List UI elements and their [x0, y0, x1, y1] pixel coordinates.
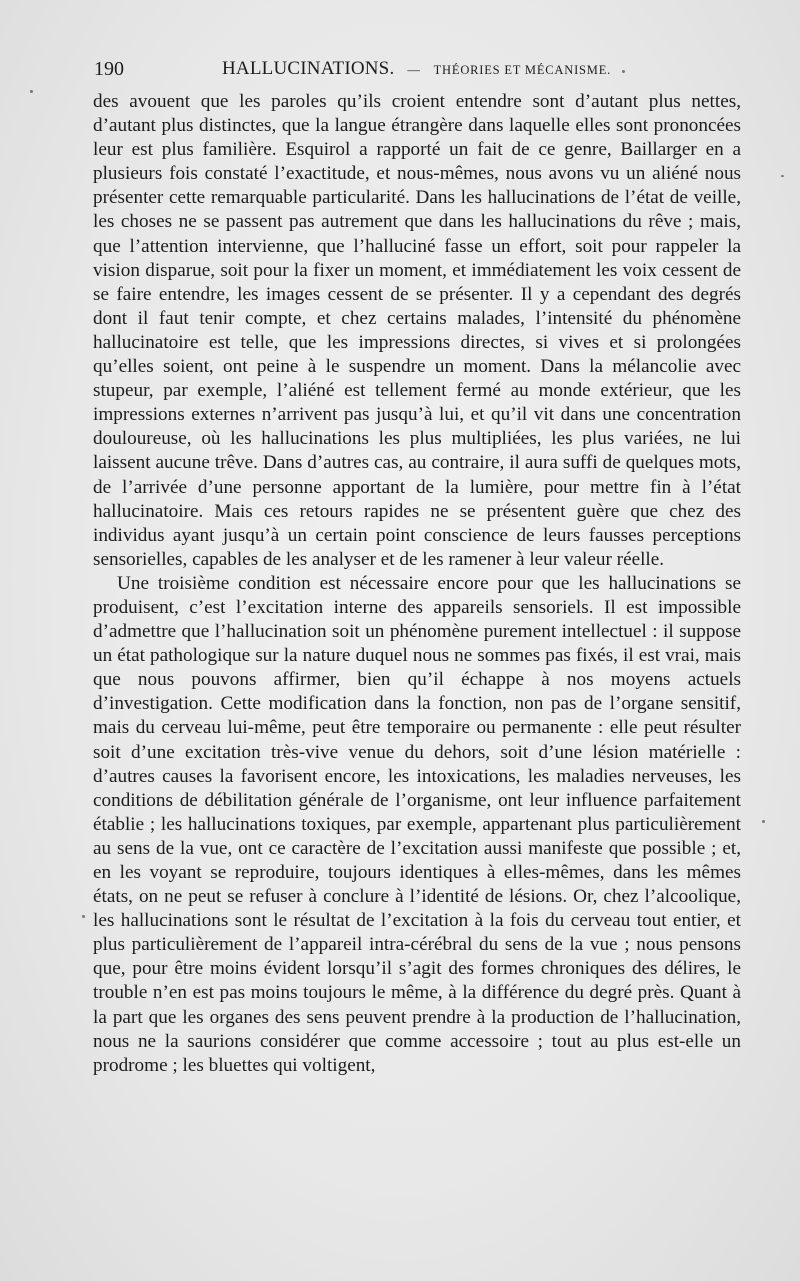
page-number: 190 — [94, 58, 124, 80]
body-text — [93, 90, 741, 1078]
title-separator: — — [407, 63, 421, 77]
scan-speck — [781, 175, 784, 177]
scan-speck — [622, 70, 625, 73]
scan-speck — [82, 915, 85, 918]
section-title: THÉORIES ET MÉCANISME. — [433, 63, 612, 77]
scan-speck — [762, 820, 765, 823]
running-header — [94, 56, 744, 82]
scan-speck — [30, 90, 33, 93]
running-title — [222, 56, 611, 83]
paragraph: des avouent que les paroles qu’ils croient entendre sont d’autant plus nettes, d’autant plus distinctes, que la langue étrangère dans laquelle elles sont prononcées leur est plus familière. Esquirol a rapporté un fait de ce genre, Baillarger en a plusieurs fois constaté l’exactitude, et nous-mêmes, nous avons vu un aliéné nous présenter cette remarquable particularité. Dans les hallucinations de l’état de veille, les choses ne se passent pas autrement que dans les hallucinations du rêve ; mais, que l’attention intervienne, que l’halluciné fasse un effort, soit pour rappeler la vision disparue, soit pour la fixer un moment, et immédiatement les voix cessent de se faire entendre, les images cessent de se présenter. Il y a cependant des degrés dont il faut tenir compte, et chez certains malades, l’intensité du phénomène hallucinatoire est telle, que les impressions directes, si vives et si prolongées qu’elles soient, ont peine à le suspendre un moment. Dans la mélancolie avec stupeur, par exemple, l’aliéné est tellement fermé au monde extérieur, que les impressions externes n’arrivent pas jusqu’à lui, et qu’il vit dans une concentration douloureuse, où les hallucinations les plus multipliées, les plus variées, ne lui laissent aucune trêve. Dans d’autres cas, au contraire, il aura suffi de quelques mots, de l’arrivée d’une personne apportant de la lumière, pour mettre fin à l’état hallucinatoire. Mais ces retours rapides ne se présentent guère que chez des individus ayant jusqu’à un certain point conscience de leurs fausses perceptions sensorielles, capables de les analyser et de les ramener à leur valeur réelle. — [93, 91, 741, 570]
chapter-title: HALLUCINATIONS. — [222, 58, 395, 79]
paragraph: Une troisième condition est nécessaire encore pour que les hallucinations se produisent, c’est l’excitation interne des appareils sensoriels. Il est impossible d’admettre que l’hallucination soit un phénomène purement intellectuel : il suppose un état pathologique sur la nature duquel nous ne sommes pas fixés, il est vrai, mais que nous pouvons affirmer, bien qu’il échappe à nos moyens actuels d’investigation. Cette modification dans la fonction, non pas de l’organe sensitif, mais du cerveau lui-même, peut être temporaire ou permanente : elle peut résulter soit d’une excitation très-vive venue du dehors, soit d’une lésion matérielle : d’autres causes la favorisent encore, les intoxications, les maladies nerveuses, les conditions de débilitation générale de l’organisme, ont leur influence parfaitement établie ; les hallucinations toxiques, par exemple, appartenant plus particulièrement au sens de la vue, ont ce caractère de l’excitation aussi manifeste que possible ; et, en les voyant se reproduire, toujours identiques à elles-mêmes, dans les mêmes états, on ne peut se refuser à conclure à l’identité de lésions. Or, chez l’alcoolique, les hallucinations sont le résultat de l’excitation à la fois du cerveau tout entier, et plus particulièrement de l’appareil intra-cérébral du sens de la vue ; nous pensons que, pour être moins évident lorsqu’il s’agit des formes chroniques des délires, le trouble n’en est pas moins toujours le même, à la différence du degré près. Quant à la part que les organes des sens peuvent prendre à la production de l’hallucination, nous ne la saurions considérer que comme accessoire ; tout au plus est-elle un prodrome ; les bluettes qui voltigent, — [93, 572, 741, 1076]
